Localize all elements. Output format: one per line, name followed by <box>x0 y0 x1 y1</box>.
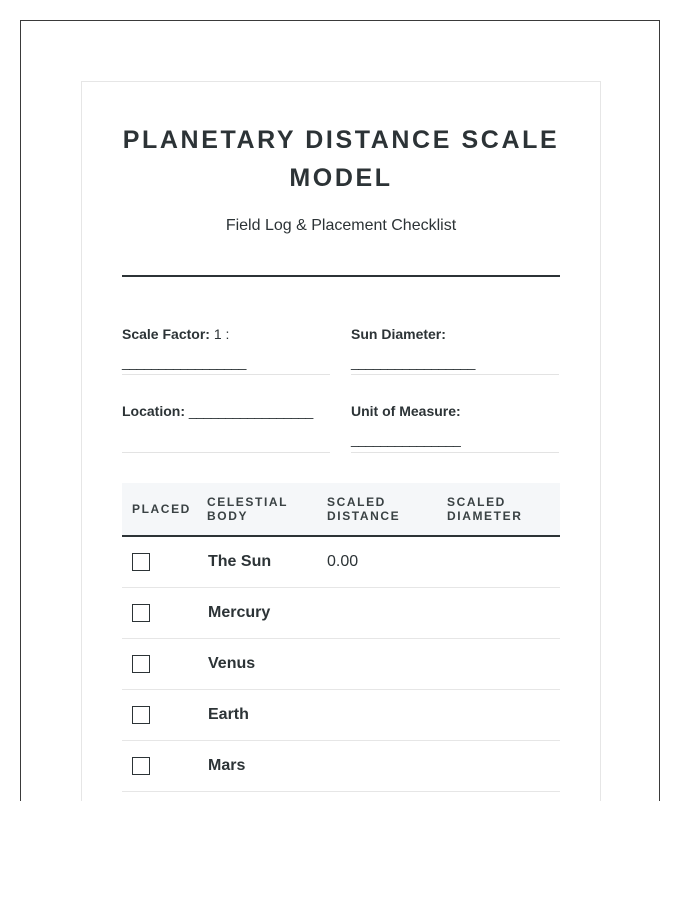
scaled-distance-value: 0.00 <box>327 553 359 570</box>
document-title: PLANETARY DISTANCE SCALE MODEL <box>122 126 560 192</box>
unit-of-measure-blank[interactable]: _______________ <box>351 431 461 447</box>
location-field[interactable] <box>122 397 330 453</box>
sun-diameter-label: Sun Diameter: <box>351 326 446 342</box>
table-header <box>122 483 560 537</box>
sun-diameter-blank[interactable]: _________________ <box>351 354 475 370</box>
placed-checkbox[interactable] <box>132 706 150 724</box>
placed-checkbox[interactable] <box>132 655 150 673</box>
table-row <box>122 588 560 639</box>
celestial-body-name: Earth <box>208 706 249 723</box>
celestial-body-name: Mercury <box>208 604 271 621</box>
unit-of-measure-label: Unit of Measure: <box>351 403 461 419</box>
sun-diameter-field[interactable] <box>351 320 559 375</box>
scale-factor-field[interactable] <box>122 320 330 375</box>
scale-factor-label: Scale Factor: <box>122 326 210 342</box>
column-header-scaled-diameter: SCALED DIAMETER <box>447 495 523 523</box>
scale-factor-value: 1 : <box>213 326 230 342</box>
document-subtitle: Field Log & Placement Checklist <box>225 217 457 234</box>
celestial-body-name: Venus <box>208 655 256 672</box>
location-label: Location: <box>122 403 185 419</box>
unit-of-measure-field[interactable] <box>351 397 559 453</box>
table-row <box>122 639 560 690</box>
location-blank[interactable]: _________________ <box>188 403 313 419</box>
celestial-body-name: Mars <box>208 757 246 774</box>
placed-checkbox[interactable] <box>132 553 150 571</box>
title-divider <box>122 275 560 277</box>
column-header-scaled-distance: SCALED DISTANCE <box>327 495 401 523</box>
table-row <box>122 690 560 741</box>
column-header-placed: PLACED <box>132 502 191 516</box>
placed-checkbox[interactable] <box>132 604 150 622</box>
placed-checkbox[interactable] <box>132 757 150 775</box>
celestial-body-name: The Sun <box>208 553 272 570</box>
table-row <box>122 741 560 792</box>
table-row <box>122 537 560 588</box>
column-header-celestial-body: CELESTIAL BODY <box>207 495 288 523</box>
scale-factor-blank[interactable]: _________________ <box>122 354 246 370</box>
